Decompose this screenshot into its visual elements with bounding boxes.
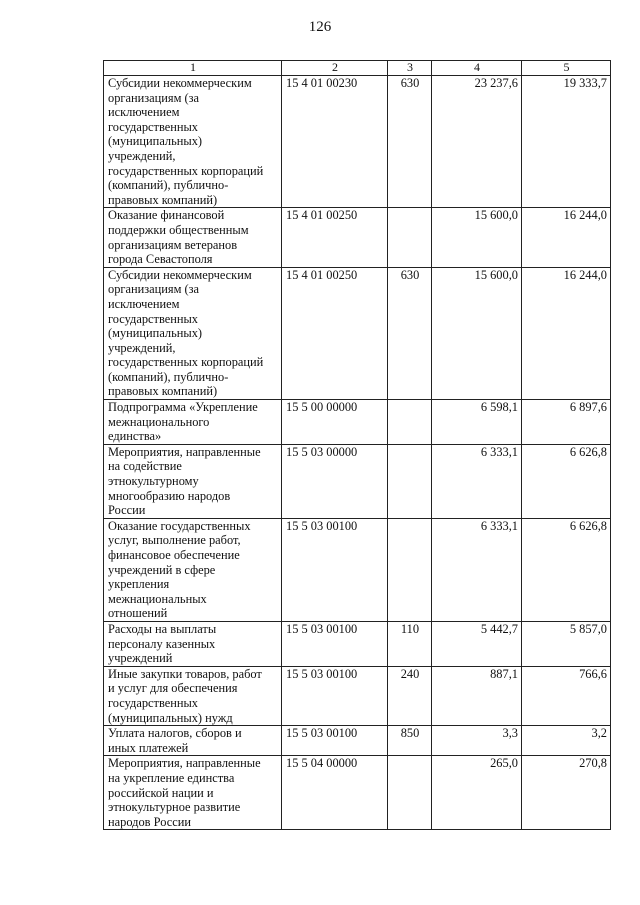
expense-name-line: Мероприятия, направленные [108,756,261,771]
budget-code-cell: 15 5 03 00100 [282,621,388,666]
expense-name-cell [104,666,282,725]
expense-name-line: (муниципальных) нужд [108,710,233,725]
expense-name-line: многообразию народов [108,488,231,503]
expense-name-cell [104,76,282,208]
expense-name-line: организациям (за [108,282,200,297]
expense-name-line: единства» [108,429,162,444]
expense-name-line: учреждений в сфере [108,562,216,577]
expense-type-cell: 850 [388,726,432,756]
expense-name-line: Расходы на выплаты [108,621,217,636]
expense-name-line: Иные закупки товаров, работ [108,666,262,681]
amount-year2-cell: 5 857,0 [522,621,611,666]
header-col-1: 1 [104,61,282,76]
header-col-2: 2 [282,61,388,76]
table-row [104,208,611,267]
amount-year1-cell: 3,3 [432,726,522,756]
expense-name-line: финансовое обеспечение [108,548,240,562]
amount-year1-cell: 6 598,1 [432,400,522,445]
expense-name-cell [104,726,282,756]
budget-code-cell: 15 5 04 00000 [282,756,388,830]
expense-name-line: Оказание государственных [108,518,251,533]
table-body [104,76,611,830]
expense-name-line: организациям (за [108,90,200,105]
header-col-3: 3 [388,61,432,76]
table-row [104,400,611,445]
expense-name-cell [104,621,282,666]
expense-name-line: (муниципальных) [108,134,203,149]
header-col-5: 5 [522,61,611,76]
expense-name-line: народов России [108,814,191,829]
expense-name-line: этнокультурному [108,474,199,489]
expense-type-cell: 630 [388,267,432,399]
expense-name-line: на укрепление единства [108,770,235,785]
table-row [104,621,611,666]
expense-name-line: Подпрограмма «Укрепление [108,400,258,415]
expense-name-line: города Севастополя [108,252,213,267]
expense-name-line: России [108,503,146,518]
table-row [104,444,611,518]
expense-name-line: (компаний), публично- [108,369,229,384]
expense-name-line: правовых компаний) [108,192,218,207]
expense-name-line: межнационального [108,414,210,429]
expense-name-line: государственных корпораций [108,355,264,370]
amount-year1-cell: 6 333,1 [432,518,522,621]
expense-name-line: иных платежей [108,740,189,755]
expense-name-line: исключением [108,296,180,311]
expense-name-line: Уплата налогов, сборов и [108,726,242,741]
expense-name-cell [104,518,282,621]
expense-name-line: на содействие [108,459,182,474]
table-row [104,726,611,756]
expense-name-line: (компаний), публично- [108,178,229,193]
expense-name-line: Оказание финансовой [108,208,225,223]
expense-type-cell [388,400,432,445]
budget-code-cell: 15 5 03 00000 [282,444,388,518]
expense-name-line: исключением [108,105,180,120]
amount-year2-cell: 6 626,8 [522,518,611,621]
table-row [104,518,611,621]
expense-name-line: услуг, выполнение работ, [108,533,241,548]
amount-year2-cell: 766,6 [522,666,611,725]
expense-name-line: учреждений, [108,340,176,355]
amount-year2-cell: 16 244,0 [522,208,611,267]
expense-name-line: и услуг для обеспечения [108,681,238,696]
amount-year2-cell: 19 333,7 [522,76,611,208]
expense-name-line: Субсидии некоммерческим [108,267,252,282]
amount-year1-cell: 265,0 [432,756,522,830]
budget-code-cell: 15 5 03 00100 [282,666,388,725]
expense-name-line: поддержки общественным [108,222,249,237]
amount-year2-cell: 6 626,8 [522,444,611,518]
budget-code-cell: 15 4 01 00250 [282,267,388,399]
expense-name-line: правовых компаний) [108,384,218,399]
table-row [104,76,611,208]
budget-code-cell: 15 5 00 00000 [282,400,388,445]
expense-name-line: этнокультурное развитие [108,800,241,815]
amount-year1-cell: 5 442,7 [432,621,522,666]
budget-code-cell: 15 5 03 00100 [282,726,388,756]
expense-name-line: Субсидии некоммерческим [108,76,252,90]
expense-name-line: российской нации и [108,785,214,800]
table-row [104,666,611,725]
expense-name-line: государственных [108,119,199,134]
table-row [104,267,611,399]
expense-type-cell [388,756,432,830]
table-header-row [104,61,611,76]
amount-year1-cell: 15 600,0 [432,267,522,399]
expense-name-cell [104,267,282,399]
expense-type-cell [388,444,432,518]
expense-name-line: учреждений, [108,148,176,163]
amount-year1-cell: 23 237,6 [432,76,522,208]
expense-type-cell: 630 [388,76,432,208]
expense-name-line: Мероприятия, направленные [108,444,261,459]
expense-name-line: учреждений [108,651,173,666]
amount-year2-cell: 16 244,0 [522,267,611,399]
expense-name-line: укрепления [108,577,170,592]
budget-code-cell: 15 5 03 00100 [282,518,388,621]
budget-table [103,60,611,830]
expense-name-cell [104,756,282,830]
expense-name-cell [104,208,282,267]
amount-year2-cell: 6 897,6 [522,400,611,445]
header-col-4: 4 [432,61,522,76]
budget-code-cell: 15 4 01 00250 [282,208,388,267]
amount-year2-cell: 270,8 [522,756,611,830]
amount-year1-cell: 887,1 [432,666,522,725]
expense-type-cell: 110 [388,621,432,666]
page-number: 126 [308,19,332,35]
expense-type-cell [388,518,432,621]
table-row [104,756,611,830]
expense-type-cell: 240 [388,666,432,725]
expense-name-line: отношений [108,606,168,621]
amount-year1-cell: 6 333,1 [432,444,522,518]
expense-name-line: (муниципальных) [108,326,203,341]
amount-year1-cell: 15 600,0 [432,208,522,267]
expense-type-cell [388,208,432,267]
expense-name-line: персоналу казенных [108,636,216,651]
expense-name-cell [104,444,282,518]
expense-name-cell [104,400,282,445]
expense-name-line: государственных [108,311,199,326]
amount-year2-cell: 3,2 [522,726,611,756]
expense-name-line: государственных корпораций [108,163,264,178]
expense-name-line: организациям ветеранов [108,237,238,252]
expense-name-line: межнациональных [108,591,207,606]
budget-code-cell: 15 4 01 00230 [282,76,388,208]
expense-name-line: государственных [108,695,199,710]
